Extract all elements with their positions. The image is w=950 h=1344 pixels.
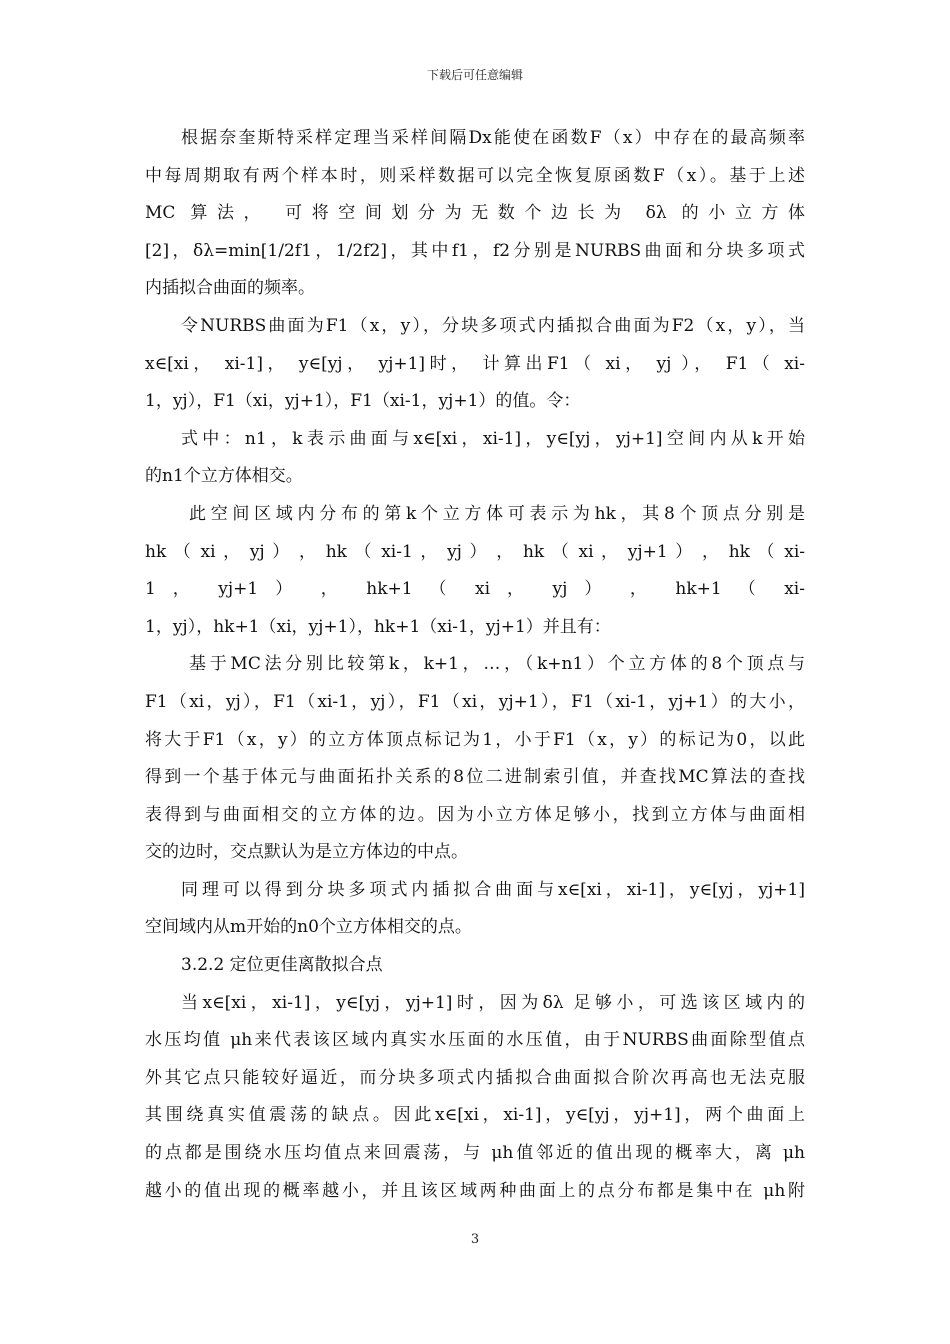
text-line: 根据奈奎斯特采样定理当采样间隔Dx能使在函数F（x）中存在的最高频率 bbox=[181, 128, 805, 148]
text-line: hk （ xi ， yj ） ， hk （ xi-1 ， yj ） ， hk （ xi ， yj+1 ） ， hk （ xi- bbox=[145, 541, 805, 562]
document-body bbox=[145, 120, 805, 1210]
text-line: 1，yj），F1（xi，yj+1），F1（xi-1，yj+1）的值。令： bbox=[145, 391, 581, 412]
text-line: 其围绕真实值震荡的缺点。因此x∈[xi，xi-1]，y∈[yj，yj+1]，两个曲面上 bbox=[145, 1105, 805, 1126]
text-line: 同理可以得到分块多项式内插拟合曲面与x∈[xi，xi-1]，y∈[yj，yj+1] bbox=[181, 879, 805, 900]
text-line: 令NURBS曲面为F1（x，y），分块多项式内插拟合曲面为F2（x，y），当 bbox=[181, 315, 805, 336]
text-line: 空间域内从m开始的n0个立方体相交的点。 bbox=[145, 917, 472, 938]
text-line: 此空间区域内分布的第k个立方体可表示为hk，其8个顶点分别是 bbox=[189, 503, 805, 524]
page-number: 3 bbox=[470, 1232, 480, 1247]
text-line: 中每周期取有两个样本时，则采样数据可以完全恢复原函数F（x）。基于上述 bbox=[145, 165, 805, 186]
text-line: 的n1个立方体相交。 bbox=[145, 466, 303, 487]
text-line: 得到一个基于体元与曲面拓扑关系的8位二进制索引值，并查找MC算法的查找 bbox=[145, 767, 805, 788]
text-line: [2]，δλ=min[1/2f1，1/2f2]，其中f1，f2分别是NURBS曲面和分块多项式 bbox=[145, 240, 805, 261]
text-line: x∈[xi， xi-1]， y∈[yj， yj+1]时， 计算出F1（ xi， yj ）， F1（ xi- bbox=[145, 353, 805, 374]
text-line: MC 算法， 可将空间划分为无数个边长为 δλ 的小立方体 bbox=[145, 203, 805, 224]
text-line: 交的边时，交点默认为是立方体边的中点。 bbox=[145, 842, 468, 863]
text-line: 越小的值出现的概率越小，并且该区域两种曲面上的点分布都是集中在 μh附 bbox=[145, 1180, 805, 1201]
text-line: 表得到与曲面相交的立方体的边。因为小立方体足够小，找到立方体与曲面相 bbox=[145, 804, 805, 825]
text-line: 3.2.2 定位更佳离散拟合点 bbox=[181, 955, 383, 976]
text-line: 式中：n1，k表示曲面与x∈[xi，xi-1]，y∈[yj，yj+1]空间内从k开始 bbox=[181, 428, 805, 449]
text-line: 内插拟合曲面的频率。 bbox=[145, 278, 315, 299]
text-line: 当x∈[xi，xi-1]，y∈[yj，yj+1]时，因为δλ 足够小，可选该区域内的 bbox=[181, 992, 805, 1013]
text-line: 外其它点只能较好逼近，而分块多项式内插拟合曲面拟合阶次再高也无法克服 bbox=[145, 1067, 805, 1088]
page-header: 下载后可任意编辑 bbox=[426, 68, 523, 82]
text-line: 将大于F1（x，y）的立方体顶点标记为1，小于F1（x，y）的标记为0，以此 bbox=[145, 729, 805, 750]
text-line: 1 ， yj+1 ） ， hk+1 （ xi ， yj ） ， hk+1 （ xi- bbox=[145, 579, 805, 600]
text-line: F1（xi，yj），F1（xi-1，yj），F1（xi，yj+1），F1（xi-1，yj+1）的大小， bbox=[145, 691, 805, 712]
text-line: 1，yj），hk+1（xi，yj+1），hk+1（xi-1，yj+1）并且有： bbox=[145, 616, 611, 637]
text-line: 的点都是围绕水压均值点来回震荡，与 μh值邻近的值出现的概率大，离 μh bbox=[145, 1143, 805, 1164]
text-line: 水压均值 μh来代表该区域内真实水压面的水压值，由于NURBS曲面除型值点 bbox=[145, 1030, 805, 1051]
text-line: 基于MC法分别比较第k，k+1，…，（k+n1）个立方体的8个顶点与 bbox=[189, 654, 805, 675]
